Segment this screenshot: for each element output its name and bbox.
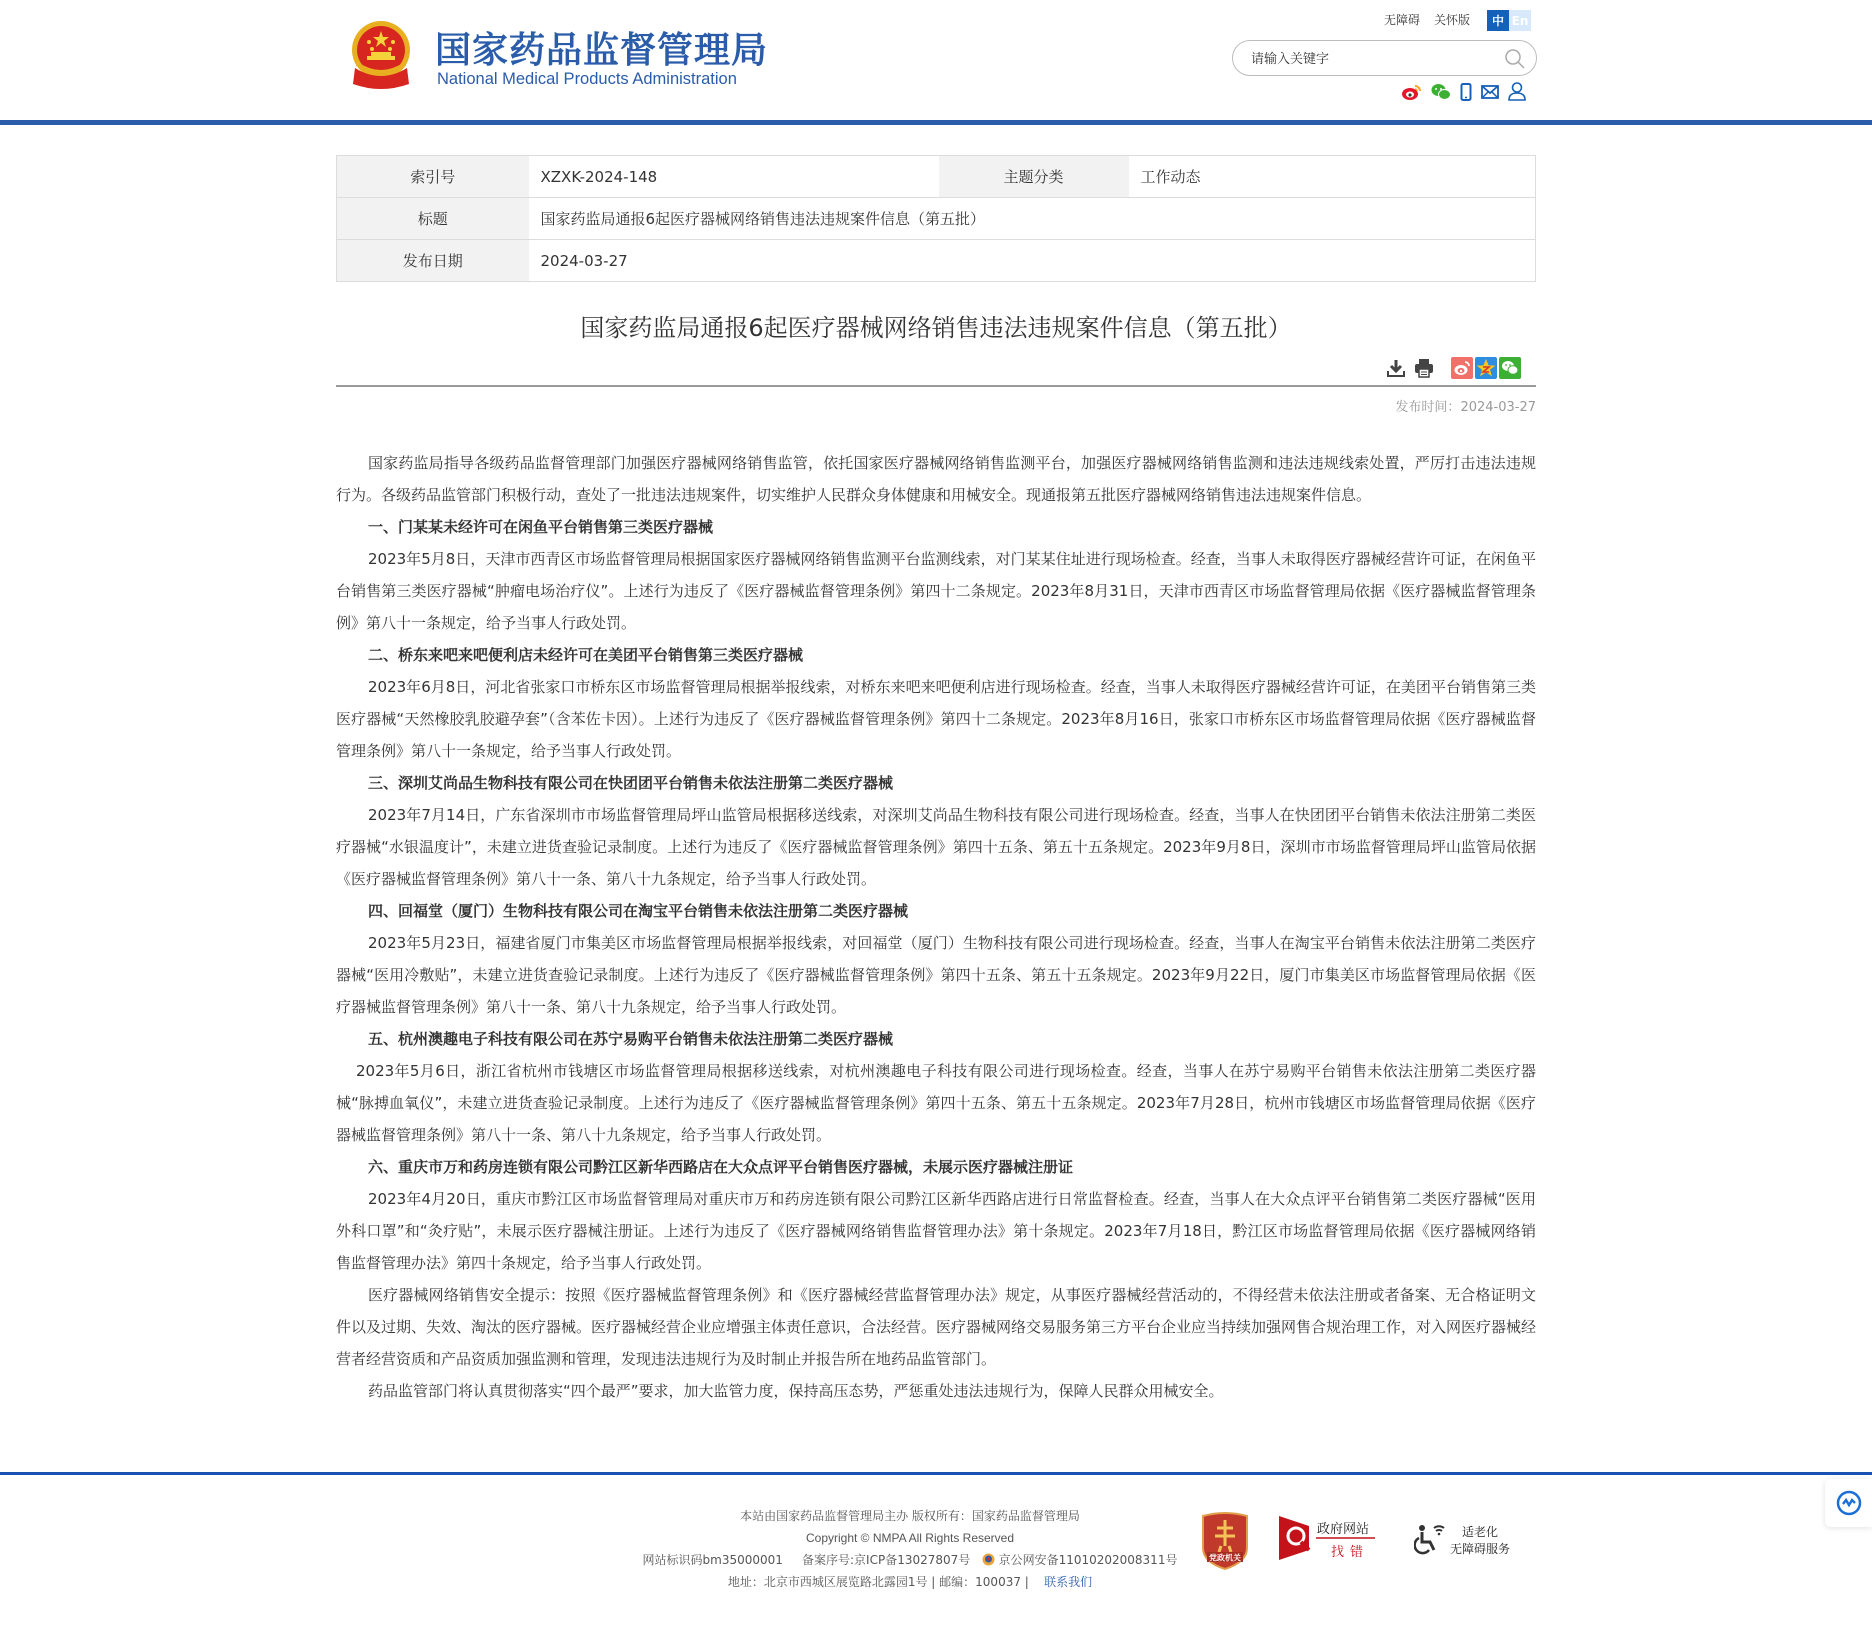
header-divider [0, 120, 1872, 125]
print-icon[interactable] [1414, 358, 1434, 378]
lang-zh-button[interactable]: 中 [1487, 10, 1509, 31]
user-icon[interactable] [1508, 82, 1526, 101]
gov-website-label: 政府网站 [1317, 1522, 1370, 1537]
case-body: 2023年5月8日，天津市西青区市场监督管理局根据国家医疗器械网络销售监测平台监测线索，对门某某住址进行现场检查。经查，当事人未取得医疗器械经营许可证，在闲鱼平台销售第三类医疗器械“肿瘤电场治疗仪”。上述行为违反了《医疗器械监督管理条例》第四十二条规定。2023年8月31日，天津市西青区市场监督管理局依据《医疗器械监督管理条例》第八十一条规定，给予当事人行政处罚。 [336, 550, 1536, 632]
share-wechat-icon[interactable] [1499, 357, 1521, 379]
index-number-value: XZXK-2024-148 [529, 156, 939, 198]
share-qzone-icon[interactable] [1475, 357, 1497, 379]
icp-link[interactable]: 备案序号:京ICP备13027807号 [802, 1553, 971, 1567]
police-badge-icon [982, 1553, 995, 1566]
article-tools [1386, 357, 1521, 379]
case-body: 2023年7月14日，广东省深圳市市场监督管理局坪山监管局根据移送线索，对深圳艾尚品生物科技有限公司进行现场检查。经查，当事人在快团团平台销售未依法注册第二类医疗器械“水银温度计”，未建立进货查验记录制度。上述行为违反了《医疗器械监督管理条例》第四十五条、第五十五条规定。2023年9月8日，深圳市市场监督管理局坪山监管局依据《医疗器械监督管理条例》第八十一条、第八十九条规定，给予当事人行政处罚。 [336, 806, 1536, 888]
social-links [1402, 82, 1535, 101]
care-version-link[interactable]: 关怀版 [1434, 13, 1471, 27]
case-body: 2023年4月20日，重庆市黔江区市场监督管理局对重庆市万和药房连锁有限公司黔江区新华西路店进行日常监督检查。经查，当事人在大众点评平台销售第二类医疗器械“医用外科口罩”和“灸疗贴”，未展示医疗器械注册证。上述行为违反了《医疗器械网络销售监督管理办法》第十条规定。2023年7月18日，黔江区市场监督管理局依据《医疗器械网络销售监督管理办法》第四十条规定，给予当事人行政处罚。 [336, 1190, 1536, 1272]
search-input[interactable] [1251, 49, 1491, 69]
topic-category-value: 工作动态 [1129, 156, 1536, 198]
site-title-en: National Medical Products Administration [437, 70, 737, 88]
download-icon[interactable] [1386, 358, 1406, 378]
elderly-accessibility-badge[interactable] [1414, 1522, 1524, 1558]
elderly-friendly-label: 适老化 [1462, 1525, 1499, 1539]
wheelchair-icon [1414, 1522, 1446, 1556]
title-label: 标题 [337, 198, 529, 240]
share-weibo-icon[interactable] [1451, 357, 1473, 379]
case-heading: 四、回福堂（厦门）生物科技有限公司在淘宝平台销售未依法注册第二类医疗器械 [368, 902, 909, 920]
top-links [1384, 11, 1484, 28]
safety-tip-paragraph: 医疗器械网络销售安全提示：按照《医疗器械监督管理条例》和《医疗器械经营监督管理办法》规定，从事医疗器械经营活动的，不得经营未依法注册或者备案、无合格证明文件以及过期、失效、淘汰的医疗器械。医疗器械经营企业应增强主体责任意识，合法经营。医疗器械网络交易服务第三方平台企业应当持续加强网售合规治理工作，对入网医疗器械经营者经营资质和产品资质加强监测和管理，发现违法违规行为及时制止并报告所在地药品监管部门。 [336, 1286, 1537, 1368]
index-number-label: 索引号 [337, 156, 529, 198]
accessibility-service-label: 无障碍服务 [1450, 1542, 1511, 1556]
footer-registration [630, 1549, 1190, 1571]
weibo-icon[interactable] [1402, 83, 1422, 101]
article-info-table [336, 155, 1536, 282]
case-body: 2023年5月23日，福建省厦门市集美区市场监督管理局根据举报线索，对回福堂（厦门）生物科技有限公司进行现场检查。经查，当事人在淘宝平台销售未依法注册第二类医疗器械“医用冷敷贴”，未建立进货查验记录制度。上述行为违反了《医疗器械监督管理条例》第四十五条、第五十五条规定。2023年9月22日，厦门市集美区市场监督管理局依据《医疗器械监督管理条例》第八十一条、第八十九条规定，给予当事人行政处罚。 [336, 934, 1536, 1016]
case-heading: 三、深圳艾尚品生物科技有限公司在快团团平台销售未依法注册第二类医疗器械 [368, 774, 894, 792]
publish-date-label: 发布日期 [337, 240, 529, 282]
case-heading: 二、桥东来吧来吧便利店未经许可在美团平台销售第三类医疗器械 [368, 646, 804, 664]
publish-time [336, 396, 1536, 415]
contact-us-link[interactable]: 联系我们 [1044, 1575, 1093, 1589]
find-error-label: 找错 [1331, 1545, 1370, 1560]
lang-en-button[interactable]: En [1509, 10, 1531, 31]
footer-info [630, 1505, 1190, 1593]
closing-paragraph: 药品监管部门将认真贯彻落实“四个最严”要求，加大监管力度，保持高压态势，严惩重处违法违规行为，保障人民群众用械安全。 [368, 1382, 1224, 1400]
party-government-badge[interactable] [1199, 1510, 1251, 1570]
table-row [337, 198, 1536, 240]
title-value: 国家药监局通报6起医疗器械网络销售违法违规案件信息（第五批） [529, 198, 1536, 240]
publish-time-value: 2024-03-27 [1460, 400, 1536, 415]
table-row [337, 156, 1536, 198]
article-body [336, 447, 1536, 1407]
floating-assistant-button[interactable] [1825, 1479, 1872, 1527]
article-title: 国家药监局通报6起医疗器械网络销售违法违规案件信息（第五批） [580, 314, 1292, 342]
case-body: 2023年5月6日，浙江省杭州市钱塘区市场监督管理局根据移送线索，对杭州澳趣电子科技有限公司进行现场检查。经查，当事人在苏宁易购平台销售未依法注册第二类医疗器械“脉搏血氧仪”，未建立进货查验记录制度。上述行为违反了《医疗器械监督管理条例》第四十五条、第五十五条规定。2023年7月28日，杭州市钱塘区市场监督管理局依据《医疗器械监督管理条例》第八十一条、第八十九条规定，给予当事人行政处罚。 [336, 1062, 1536, 1144]
table-row [337, 240, 1536, 282]
case-body: 2023年6月8日，河北省张家口市桥东区市场监督管理局根据举报线索，对桥东来吧来吧便利店进行现场检查。经查，当事人未取得医疗器械经营许可证，在美团平台销售第三类医疗器械“天然橡胶乳胶避孕套”（含苯佐卡因）。上述行为违反了《医疗器械监督管理条例》第四十二条规定。2023年8月16日，张家口市桥东区市场监督管理局依据《医疗器械监督管理条例》第八十一条规定，给予当事人行政处罚。 [336, 678, 1536, 760]
site-header [0, 0, 1872, 121]
language-switch [1487, 10, 1531, 31]
topic-category-label: 主题分类 [939, 156, 1129, 198]
mobile-icon[interactable] [1460, 83, 1472, 101]
footer-divider [0, 1472, 1872, 1475]
assistant-icon [1836, 1490, 1862, 1516]
site-title-cn[interactable]: 国家药品监督管理局 [435, 30, 769, 71]
title-divider [336, 385, 1536, 387]
site-id: 网站标识码bm35000001 [642, 1553, 783, 1567]
wechat-icon[interactable] [1431, 83, 1451, 101]
gov-website-error-report-badge[interactable] [1279, 1516, 1379, 1560]
svg-text:党政机关: 党政机关 [1209, 1553, 1241, 1563]
search-box [1232, 40, 1537, 76]
case-heading: 六、重庆市万和药房连锁有限公司黔江区新华西路店在大众点评平台销售医疗器械，未展示医疗器械注册证 [368, 1158, 1074, 1176]
footer-address: 地址：北京市西城区展览路北露园1号 | 邮编：100037 | [727, 1575, 1029, 1589]
footer-sponsor: 本站由国家药品监督管理局主办 版权所有：国家药品监督管理局 [740, 1509, 1080, 1523]
publish-date-value: 2024-03-27 [529, 240, 1536, 282]
intro-paragraph: 国家药监局指导各级药品监督管理部门加强医疗器械网络销售监管，依托国家医疗器械网络销售监测平台，加强医疗器械网络销售监测和违法违规线索处置，严厉打击违法违规行为。各级药品监管部门积极行动，查处了一批违法违规案件，切实维护人民群众身体健康和用械安全。现通报第五批医疗器械网络销售违法违规案件信息。 [336, 454, 1536, 504]
mail-icon[interactable] [1481, 85, 1499, 99]
footer-address-row [630, 1571, 1190, 1593]
police-record-link[interactable]: 京公网安备11010202008311号 [998, 1553, 1178, 1567]
accessibility-link[interactable]: 无障碍 [1384, 13, 1421, 27]
search-icon[interactable] [1504, 48, 1526, 70]
publish-time-label: 发布时间： [1395, 400, 1461, 415]
case-heading: 一、门某某未经许可在闲鱼平台销售第三类医疗器械 [368, 518, 714, 536]
national-emblem-icon[interactable] [347, 18, 415, 90]
case-heading: 五、杭州澳趣电子科技有限公司在苏宁易购平台销售未依法注册第二类医疗器械 [368, 1030, 894, 1048]
footer-copyright: Copyright © NMPA All Rights Reserved [805, 1531, 1015, 1545]
